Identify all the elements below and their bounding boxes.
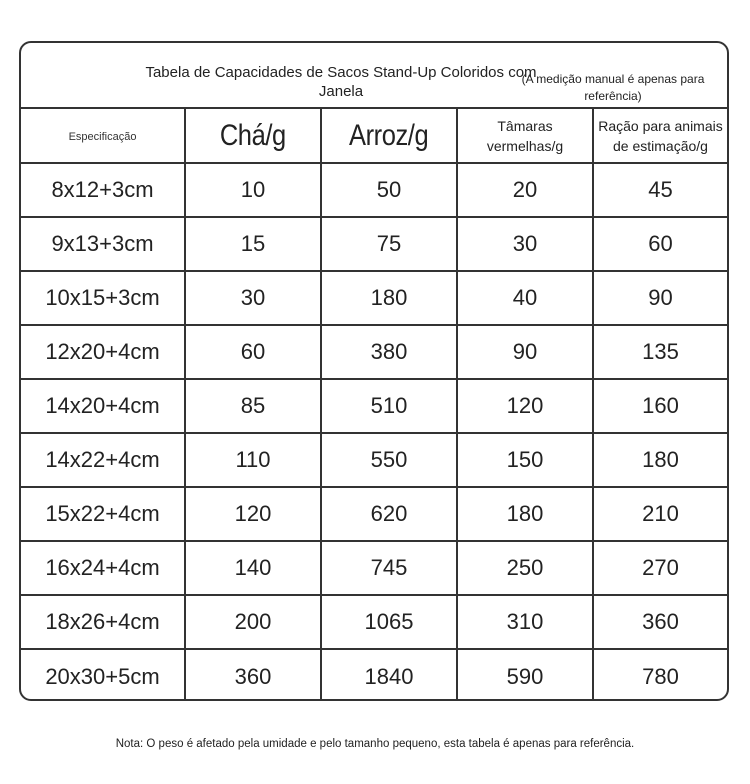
header-tamaras (457, 109, 593, 163)
cell-spec: 18x26+4cm (21, 595, 185, 649)
header-cha-label: Chá/g (220, 118, 286, 152)
table-row (21, 325, 727, 379)
header-cha (185, 109, 321, 163)
cell-arroz: 620 (321, 487, 457, 541)
table-row (21, 541, 727, 595)
cell-arroz: 380 (321, 325, 457, 379)
header-spec (21, 109, 185, 163)
cell-arroz: 1840 (321, 649, 457, 701)
cell-arroz: 745 (321, 541, 457, 595)
table-row (21, 163, 727, 217)
cell-spec: 20x30+5cm (21, 649, 185, 701)
table-title-note: (A medição manual é apenas para referência) (521, 72, 705, 103)
cell-arroz: 75 (321, 217, 457, 271)
cell-spec: 10x15+3cm (21, 271, 185, 325)
cell-cha: 10 (185, 163, 321, 217)
cell-racao: 780 (593, 649, 727, 701)
cell-tamaras: 150 (457, 433, 593, 487)
table-row (21, 433, 727, 487)
cell-racao: 180 (593, 433, 727, 487)
cell-spec: 15x22+4cm (21, 487, 185, 541)
cell-spec: 12x20+4cm (21, 325, 185, 379)
table-row (21, 487, 727, 541)
cell-racao: 135 (593, 325, 727, 379)
cell-tamaras: 30 (457, 217, 593, 271)
cell-spec: 14x22+4cm (21, 433, 185, 487)
table-row (21, 649, 727, 701)
header-arroz-label: Arroz/g (349, 118, 429, 152)
table-row (21, 217, 727, 271)
cell-cha: 140 (185, 541, 321, 595)
cell-cha: 120 (185, 487, 321, 541)
cell-tamaras: 120 (457, 379, 593, 433)
header-spec-label: Especificação (68, 130, 137, 143)
cell-racao: 160 (593, 379, 727, 433)
cell-tamaras: 20 (457, 163, 593, 217)
header-arroz (321, 109, 457, 163)
cell-spec: 9x13+3cm (21, 217, 185, 271)
cell-racao: 90 (593, 271, 727, 325)
cell-cha: 15 (185, 217, 321, 271)
cell-cha: 85 (185, 379, 321, 433)
cell-cha: 60 (185, 325, 321, 379)
cell-cha: 110 (185, 433, 321, 487)
cell-tamaras: 590 (457, 649, 593, 701)
cell-racao: 210 (593, 487, 727, 541)
cell-tamaras: 250 (457, 541, 593, 595)
cell-racao: 270 (593, 541, 727, 595)
cell-spec: 14x20+4cm (21, 379, 185, 433)
cell-racao: 45 (593, 163, 727, 217)
cell-spec: 16x24+4cm (21, 541, 185, 595)
header-racao-label: Ração para animais de estimação/g (598, 117, 723, 154)
table-row (21, 379, 727, 433)
cell-arroz: 510 (321, 379, 457, 433)
cell-cha: 30 (185, 271, 321, 325)
cell-racao: 60 (593, 217, 727, 271)
footer-note: Nota: O peso é afetado pela umidade e pelo tamanho pequeno, esta tabela é apenas para referência. (115, 738, 635, 750)
table-header-row (21, 109, 727, 163)
cell-racao: 360 (593, 595, 727, 649)
capacity-table-frame (19, 41, 729, 701)
cell-arroz: 550 (321, 433, 457, 487)
table-row (21, 595, 727, 649)
cell-tamaras: 310 (457, 595, 593, 649)
header-tamaras-label: Tâmaras vermelhas/g (486, 117, 564, 154)
cell-cha: 360 (185, 649, 321, 701)
cell-spec: 8x12+3cm (21, 163, 185, 217)
table-title-row (21, 43, 727, 109)
cell-tamaras: 90 (457, 325, 593, 379)
table-title: Tabela de Capacidades de Sacos Stand-Up Coloridos com Janela (145, 64, 537, 100)
header-racao (593, 109, 727, 163)
cell-arroz: 180 (321, 271, 457, 325)
cell-tamaras: 180 (457, 487, 593, 541)
table-row (21, 271, 727, 325)
capacity-table (21, 109, 727, 701)
cell-cha: 200 (185, 595, 321, 649)
cell-arroz: 50 (321, 163, 457, 217)
cell-arroz: 1065 (321, 595, 457, 649)
cell-tamaras: 40 (457, 271, 593, 325)
